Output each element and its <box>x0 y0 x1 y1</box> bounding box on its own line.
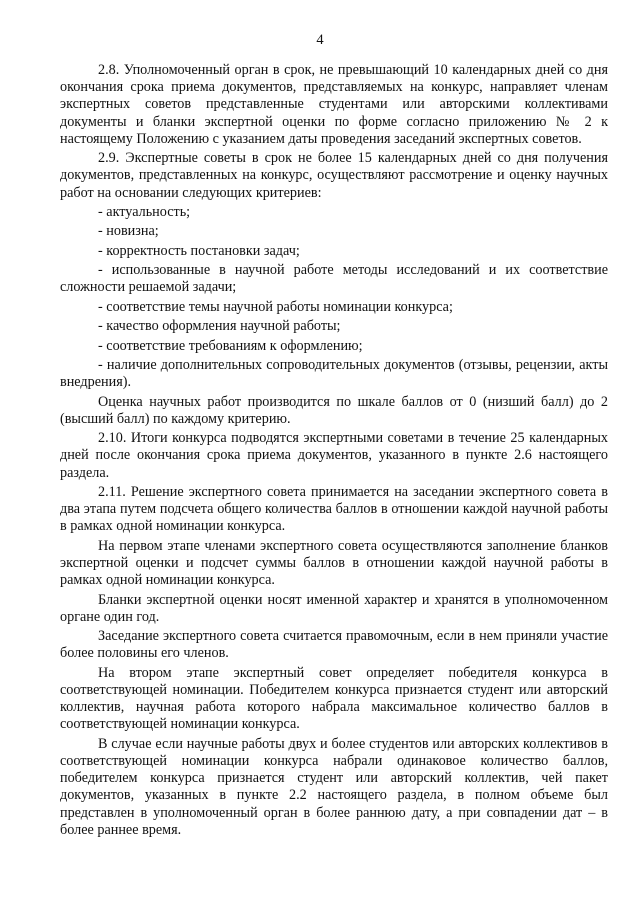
criterion-item: - использованные в научной работе методы исследований и их соответствие сложности решаемой задачи; <box>60 262 608 296</box>
paragraph-2-11: 2.11. Решение экспертного совета принимается на заседании экспертного совета в два этапа путем подсчета общего количества баллов в отношении каждой научной работы в рамках одной номинации конкурса. <box>60 483 608 535</box>
paragraph-2-9: 2.9. Экспертные советы в срок не более 15 календарных дней со дня получения документов, представленных на конкурс, осуществляют рассмотрение и оценку научных работ на основании следующих критериев: <box>60 150 608 201</box>
page-number: 4 <box>316 32 324 48</box>
criterion-item: - новизна; <box>98 223 159 240</box>
paragraph-first-stage: На первом этапе членами экспертного совета осуществляются заполнение бланков экспертной оценки и подсчет суммы баллов в отношении каждой научной работы в рамках одной номинации конкурса. <box>60 537 608 589</box>
criterion-item: - соответствие темы научной работы номинации конкурса; <box>98 298 453 315</box>
criterion-item: - актуальность; <box>98 204 191 220</box>
criterion-item: - наличие дополнительных сопроводительных документов (отзывы, рецензии, акты внедрения). <box>60 356 608 391</box>
document-body <box>60 62 608 841</box>
paragraph-quorum: Заседание экспертного совета считается правомочным, если в нем приняли участие более половины его членов. <box>60 628 608 662</box>
paragraph-scoring-scale: Оценка научных работ производится по шкале баллов от 0 (низший балл) до 2 (высший балл) по каждому критерию. <box>60 393 608 427</box>
paragraph-tie-rule: В случае если научные работы двух и более студентов или авторских коллективов в соответствующей номинации конкурса набрали одинаковое количество баллов, победителем конкурса признается студент или авторский коллектив, чей пакет документов, указанных в пункте 2.2 настоящего раздела, в полном объеме был представлен в уполномоченный орган в более раннюю дату, а при совпадении дат – в более раннее время. <box>60 735 608 838</box>
criterion-item: - соответствие требованиям к оформлению; <box>98 337 363 354</box>
criterion-item: - качество оформления научной работы; <box>98 318 341 335</box>
paragraph-2-8: 2.8. Уполномоченный орган в срок, не превышающий 10 календарных дней со дня окончания срока приема документов, представляемых на конкурс, направляет членам экспертных советов представленные студентами или авторскими коллективами документы и бланки экспертной оценки по форме согласно приложению № 2 к настоящему Положению с указанием даты проведения заседаний экспертных советов. <box>60 62 608 147</box>
paragraph-second-stage: На втором этапе экспертный совет определяет победителя конкурса в соответствующей номинации. Победителем конкурса признается студент или авторский коллектив, научная работа которого набрала максимальное количество баллов в соответствующей номинации конкурса. <box>60 664 608 733</box>
paragraph-evaluation-forms: Бланки экспертной оценки носят именной характер и хранятся в уполномоченном органе один год. <box>60 591 608 625</box>
criterion-item: - корректность постановки задач; <box>98 242 300 259</box>
paragraph-2-10: 2.10. Итоги конкурса подводятся экспертными советами в течение 25 календарных дней после окончания срока приема документов, указанного в пункте 2.6 настоящего раздела. <box>60 430 608 481</box>
